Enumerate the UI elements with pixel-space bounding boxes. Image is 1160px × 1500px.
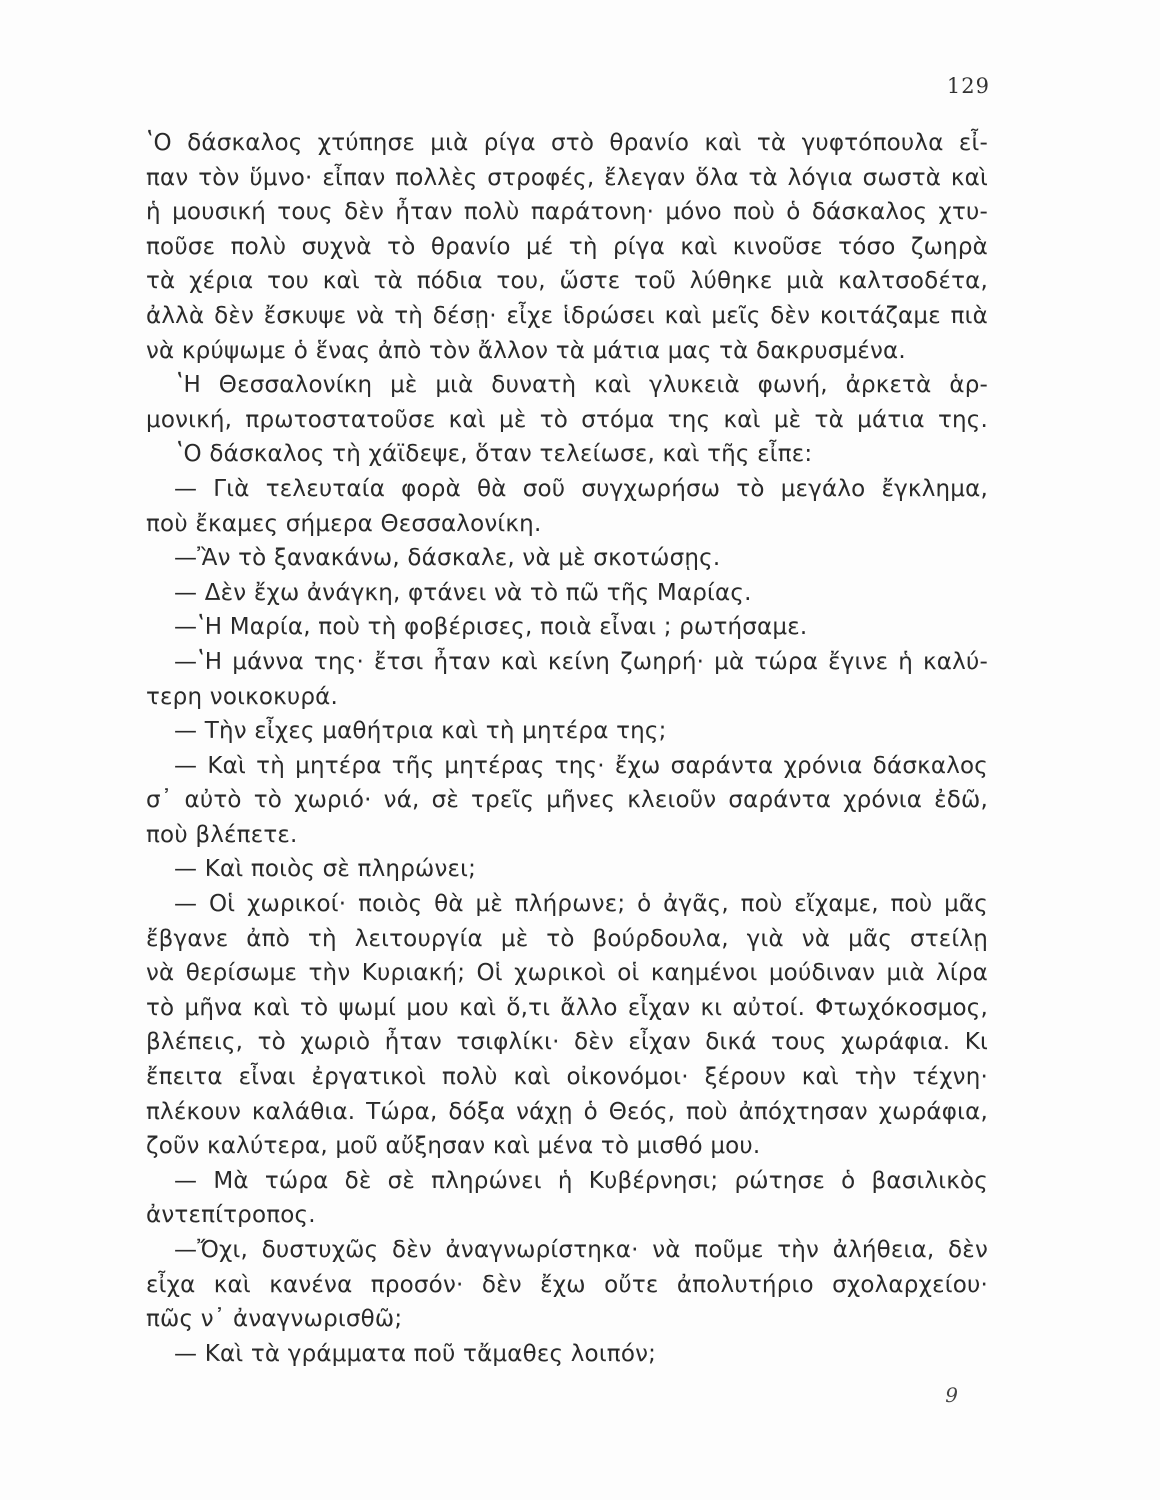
text-line: ἔβγανε ἀπὸ τὴ λειτουργία μὲ τὸ βούρδουλα, γιὰ νὰ μᾶς στείλῃ (146, 925, 988, 952)
text-line: ζοῦν καλύτερα, μοῦ αὔξησαν καὶ μένα τὸ μισθό μου. (146, 1133, 761, 1160)
text-line: πλέκουν καλάθια. Τώρα, δόξα νάχῃ ὁ Θεός, ποὺ ἀπόχτησαν χωράφια, (146, 1098, 988, 1125)
signature-mark: 9 (945, 1383, 958, 1407)
text-line: ἔπειτα εἶναι ἐργατικοὶ πολὺ καὶ οἰκονόμοι· ξέρουν καὶ τὴν τέχνη· (146, 1064, 988, 1091)
dialog-line: — Οἱ χωρικοί· ποιὸς θὰ μὲ πλήρωνε; ὁ ἀγᾶς, ποὺ εἴχαμε, ποὺ μᾶς (174, 891, 988, 918)
dialog-line: — Καὶ ποιὸς σὲ πληρώνει; (174, 856, 477, 883)
text-line: εἶχα καὶ κανένα προσόν· δὲν ἔχω οὔτε ἀπολυτήριο σχολαρχείου· (146, 1271, 988, 1298)
text-line: ποὺ ἔκαμες σήμερα Θεσσαλονίκη. (146, 510, 542, 537)
dialog-line: —ʽΗ Μαρία, ποὺ τὴ φοβέρισες, ποιὰ εἶναι ; ρωτήσαμε. (174, 614, 808, 641)
text-line: παν τὸν ὕμνο· εἶπαν πολλὲς στροφές, ἔλεγαν ὅλα τὰ λόγια σωστὰ καὶ (146, 164, 988, 191)
text-line: ἡ μουσική τους δὲν ἦταν πολὺ παράτονη· μόνο ποὺ ὁ δάσκαλος χτυ- (146, 199, 988, 226)
text-line: βλέπεις, τὸ χωριὸ ἦταν τσιφλίκι· δὲν εἶχαν δικά τους χωράφια. Κι (146, 1029, 988, 1056)
text-line: τὸ μῆνα καὶ τὸ ψωμί μου καὶ ὅ,τι ἄλλο εἶχαν κι αὐτοί. Φτωχόκοσμος, (146, 994, 988, 1021)
text-line: ʽΗ Θεσσαλονίκη μὲ μιὰ δυνατὴ καὶ γλυκειὰ φωνή, ἀρκετὰ ἁρ- (176, 372, 988, 399)
text-line: ποῦσε πολὺ συχνὰ τὸ θρανίο μέ τὴ ρίγα καὶ κινοῦσε τόσο ζωηρὰ (146, 233, 988, 260)
dialog-line: —Ἂν τὸ ξανακάνω, δάσκαλε, νὰ μὲ σκοτώσῃς. (174, 545, 721, 572)
text-line: ἀλλὰ δὲν ἔσκυψε νὰ τὴ δέσῃ· εἶχε ἱδρώσει καὶ μεῖς δὲν κοιτάζαμε πιὰ (146, 302, 988, 329)
dialog-line: — Δὲν ἔχω ἀνάγκη, φτάνει νὰ τὸ πῶ τῆς Μαρίας. (174, 579, 752, 606)
text-line: ʽΟ δάσκαλος χτύπησε μιὰ ρίγα στὸ θρανίο καὶ τὰ γυφτόπουλα εἶ- (146, 130, 988, 156)
text-line: νὰ κρύψωμε ὁ ἕνας ἀπὸ τὸν ἄλλον τὰ μάτια μας τὰ δακρυσμένα. (146, 337, 906, 364)
text-line: νὰ θερίσωμε τὴν Κυριακή; Οἱ χωρικοὶ οἱ καημένοι μούδιναν μιὰ λίρα (146, 960, 988, 987)
dialog-line: — Γιὰ τελευταία φορὰ θὰ σοῦ συγχωρήσω τὸ μεγάλο ἔγκλημα, (174, 475, 988, 502)
text-line: σ᾽ αὐτὸ τὸ χωριό· νά, σὲ τρεῖς μῆνες κλειοῦν σαράντα χρόνια ἐδῶ, (146, 787, 988, 814)
text-line: πῶς ν᾽ ἀναγνωρισθῶ; (146, 1306, 403, 1333)
body-text (146, 126, 988, 1371)
text-line: τερη νοικοκυρά. (146, 683, 339, 710)
text-line: τὰ χέρια του καὶ τὰ πόδια του, ὥστε τοῦ λύθηκε μιὰ καλτσοδέτα, (146, 268, 988, 295)
dialog-line: —ʽΗ μάννα της· ἔτσι ἦταν καὶ κείνη ζωηρή· μὰ τώρα ἔγινε ἡ καλύ- (174, 648, 988, 675)
dialog-line: — Μὰ τώρα δὲ σὲ πληρώνει ἡ Κυβέρνησι; ρώτησε ὁ βασιλικὸς (174, 1167, 988, 1194)
dialog-line: — Τὴν εἶχες μαθήτρια καὶ τὴ μητέρα της; (174, 718, 667, 745)
text-line: ʽΟ δάσκαλος τὴ χάϊδεψε, ὅταν τελείωσε, καὶ τῆς εἶπε: (176, 441, 813, 468)
text-line: ποὺ βλέπετε. (146, 821, 298, 848)
text-line: μονική, πρωτοστατοῦσε καὶ μὲ τὸ στόμα της καὶ μὲ τὰ μάτια της. (146, 406, 988, 433)
text-line: ἀντεπίτροπος. (146, 1202, 316, 1229)
dialog-line: — Καὶ τὴ μητέρα τῆς μητέρας της· ἔχω σαράντα χρόνια δάσκαλος (174, 752, 988, 779)
page-number: 129 (946, 74, 990, 98)
dialog-line: — Καὶ τὰ γράμματα ποῦ τἄμαθες λοιπόν; (174, 1340, 657, 1367)
dialog-line: —Ὄχι, δυστυχῶς δὲν ἀναγνωρίστηκα· νὰ ποῦμε τὴν ἀλήθεια, δὲν (174, 1237, 988, 1263)
